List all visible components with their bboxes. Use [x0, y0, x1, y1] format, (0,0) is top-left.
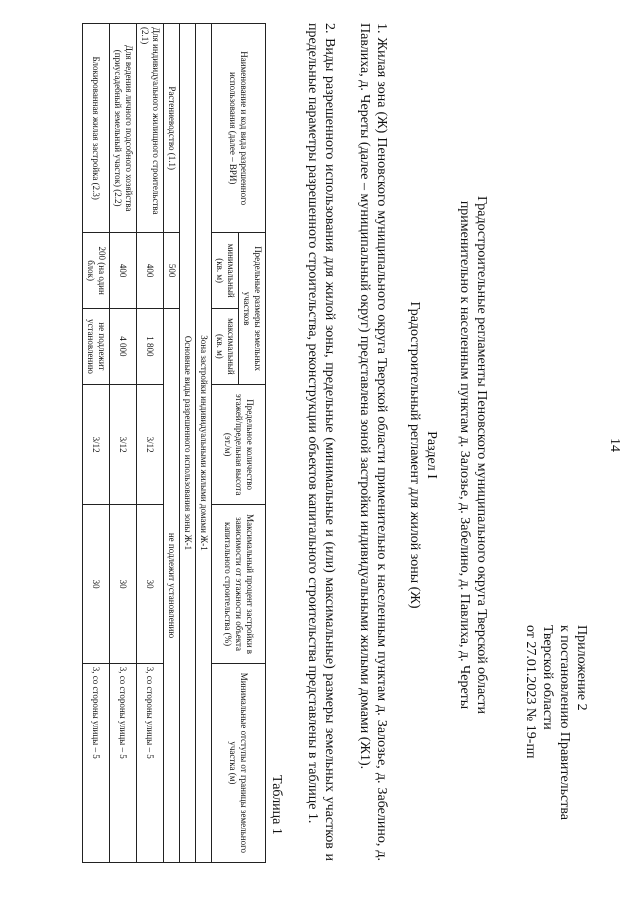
paragraph-1: 1. Жилая зона (Ж) Пеновского муниципального округа Тверской области применительно к населенным пунктам д. Залозье, д. Забелино, д. Павлиха, д. Череты (далее – муниципальный округ) представлена зоной застройки индивидуальными жилыми домами (Ж1).: [357, 23, 389, 861]
rotated-content-area: [40, 15, 630, 885]
row-percent: 30: [110, 505, 137, 663]
header-cell: Предельные размеры земельных участков: [239, 233, 266, 384]
table-header-row: [239, 24, 266, 863]
row-name: Растениеводство (1.1): [164, 24, 180, 233]
row-offset: 3, со стороны улицы – 5: [110, 663, 137, 862]
row-min: 500: [164, 233, 180, 309]
header-cell: Наименование и код вида разрешенного использования (далее – ВРИ): [212, 24, 266, 233]
row-min: 400: [137, 233, 164, 309]
row-max: не подлежит установлению: [83, 308, 110, 384]
row-percent: 30: [83, 505, 110, 663]
table-row: [83, 24, 110, 863]
section-heading: [406, 135, 440, 775]
header-cell: Предельное количество этажей/предельная высота (эт./м): [212, 384, 266, 505]
row-min: 400: [110, 233, 137, 309]
paragraph-2: 2. Виды разрешенного использования для жилой зоны, предельные (минимальные и (или) максимальные) размеры земельных участков и предельные параметры разрешенного строительства, реконструкции объектов капитального строительства представлены в таблице 1.: [305, 23, 337, 861]
row-floors: не подлежит установлению: [164, 308, 180, 862]
row-min: 200 (на один блок): [83, 233, 110, 309]
row-name: Для индивидуального жилищного строительства (2.1): [137, 24, 164, 233]
table-caption: Таблица 1: [269, 775, 284, 835]
row-max: 4 000: [110, 308, 137, 384]
table-row: [164, 24, 180, 863]
row-floors: 3/12: [83, 384, 110, 505]
appendix-line: к постановлению Правительства: [557, 625, 572, 821]
appendix-block: [522, 625, 590, 865]
row-percent: 30: [137, 505, 164, 663]
row-offset: 3, со стороны улицы – 5: [83, 663, 110, 862]
table-row: [137, 24, 164, 863]
appendix-line: от 27.01.2023 № 19-пп: [523, 625, 538, 759]
table-row: [110, 24, 137, 863]
section-title: Градостроительный регламент для жилой зоны (Ж): [407, 301, 422, 609]
basic-uses-row: [180, 24, 196, 863]
row-floors: 3/12: [137, 384, 164, 505]
page-content: [40, 15, 630, 875]
row-name: Блокированная жилая застройка (2.3): [83, 24, 110, 233]
basic-uses-cell: Основные виды разрешенного использования зоны Ж-1: [180, 24, 196, 863]
header-cell: Минимальные отступы от границы земельного участка (м): [212, 663, 266, 862]
page-number: 14: [607, 438, 622, 452]
row-max: 1 800: [137, 308, 164, 384]
zone-cell: Зона застройки индивидуальными жилыми домами Ж-1: [196, 24, 212, 863]
row-floors: 3/12: [110, 384, 137, 505]
title-line: применительно к населенным пунктам д. Залозье, д. Забелино, д. Павлиха, д. Череты: [457, 200, 472, 710]
appendix-line: Приложение 2: [574, 625, 589, 711]
title-line: Градостроительные регламенты Пеновского муниципального округа Тверской области: [474, 196, 489, 714]
section-number: Раздел I: [424, 431, 439, 479]
header-cell: Максимальный процент застройки в зависимости от этажности объекта капитального строительства (%): [212, 505, 266, 663]
zone-row: [196, 24, 212, 863]
header-cell: минимальный (кв. м): [212, 233, 239, 309]
header-cell: максимальный (кв. м): [212, 308, 239, 384]
row-name: Для ведения личного подсобного хозяйства (приусадебный земельный участок) (2.2): [110, 24, 137, 233]
appendix-line: Тверской области: [540, 625, 555, 730]
regulations-table: [82, 23, 266, 863]
document-title: [456, 135, 490, 775]
row-offset: 3, со стороны улицы – 5: [137, 663, 164, 862]
